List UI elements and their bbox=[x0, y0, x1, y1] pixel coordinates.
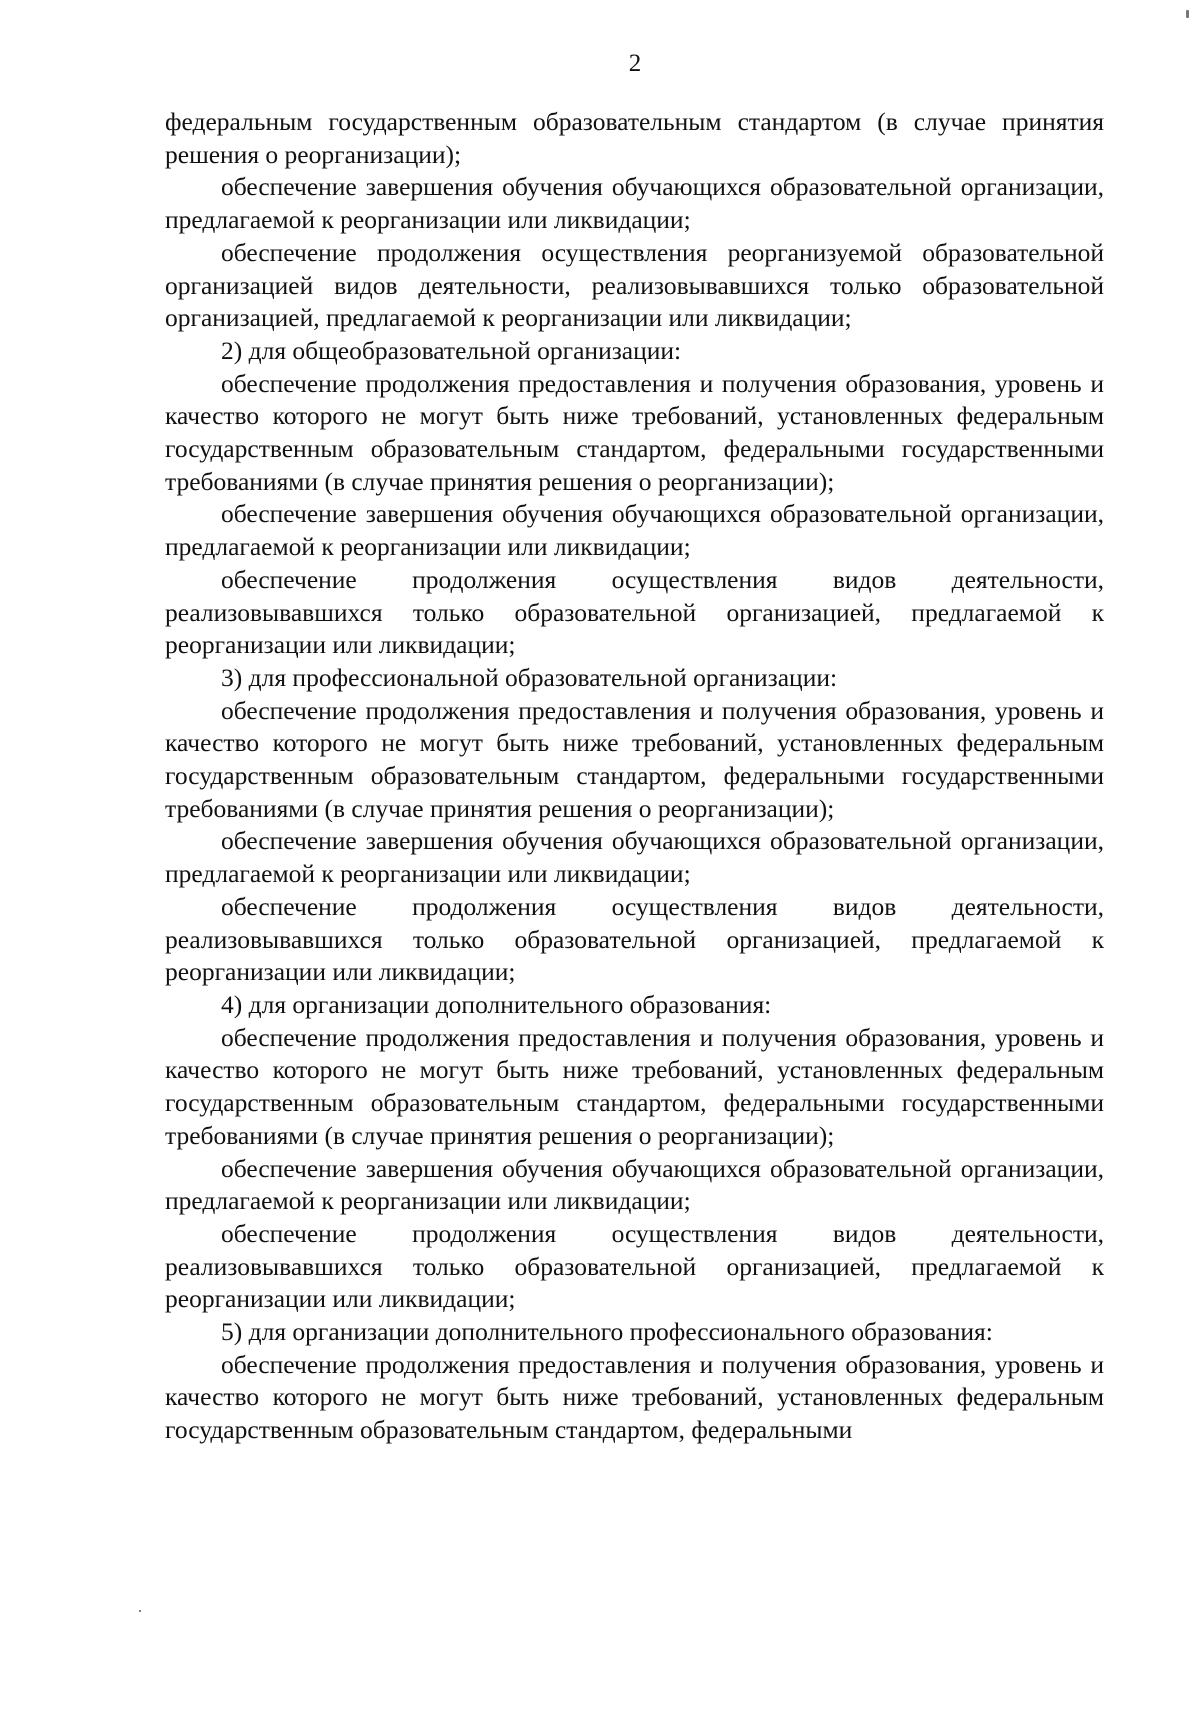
document-body bbox=[165, 106, 1104, 1447]
document-paragraph: обеспечение завершения обучения обучающихся образовательной организации, предлагаемой к реорганизации или ликвидации; bbox=[165, 172, 1104, 235]
document-paragraph: обеспечение завершения обучения обучающихся образовательной организации, предлагаемой к реорганизации или ликвидации; bbox=[165, 826, 1104, 889]
scan-speck bbox=[1186, 10, 1189, 18]
document-paragraph: обеспечение завершения обучения обучающихся образовательной организации, предлагаемой к реорганизации или ликвидации; bbox=[165, 1153, 1104, 1216]
document-paragraph: 5) для организации дополнительного профессионального образования: bbox=[221, 1317, 993, 1347]
document-paragraph: 4) для организации дополнительного образования: bbox=[221, 989, 772, 1019]
document-paragraph: федеральным государственным образовательным стандартом (в случае принятия решения о реорганизации); bbox=[165, 107, 1104, 169]
document-paragraph: обеспечение завершения обучения обучающихся образовательной организации, предлагаемой к реорганизации или ликвидации; bbox=[165, 499, 1104, 562]
document-paragraph: обеспечение продолжения предоставления и получения образования, уровень и качество которого не могут быть ниже требований, установленных федеральным государственным образовательным стандартом, федеральными государственными требованиями (в случае принятия решения о реорганизации); bbox=[165, 1022, 1104, 1150]
document-paragraph: обеспечение продолжения предоставления и получения образования, уровень и качество которого не могут быть ниже требований, установленных федеральным государственным образовательным стандартом, федеральными bbox=[165, 1349, 1104, 1445]
document-paragraph: 3) для профессиональной образовательной организации: bbox=[221, 662, 838, 692]
document-paragraph: обеспечение продолжения предоставления и получения образования, уровень и качество которого не могут быть ниже требований, установленных федеральным государственным образовательным стандартом, федеральными государственными требованиями (в случае принятия решения о реорганизации); bbox=[165, 368, 1104, 496]
document-paragraph: обеспечение продолжения осуществления видов деятельности, реализовывавшихся только образовательной организацией, предлагаемой к реорганизации или ликвидации; bbox=[165, 564, 1104, 660]
document-paragraph: обеспечение продолжения осуществления видов деятельности, реализовывавшихся только образовательной организацией, предлагаемой к реорганизации или ликвидации; bbox=[165, 1218, 1104, 1314]
scan-speck bbox=[139, 1610, 141, 1612]
page-number: 2 bbox=[628, 50, 642, 77]
document-paragraph: обеспечение продолжения предоставления и получения образования, уровень и качество которого не могут быть ниже требований, установленных федеральным государственным образовательным стандартом, федеральными государственными требованиями (в случае принятия решения о реорганизации); bbox=[165, 695, 1104, 823]
document-paragraph: обеспечение продолжения осуществления реорганизуемой образовательной организацией видов деятельности, реализовывавшихся только образовательной организацией, предлагаемой к реорганизации или ликвидации; bbox=[165, 237, 1104, 333]
document-paragraph: 2) для общеобразовательной организации: bbox=[221, 335, 682, 365]
document-paragraph: обеспечение продолжения осуществления видов деятельности, реализовывавшихся только образовательной организацией, предлагаемой к реорганизации или ликвидации; bbox=[165, 891, 1104, 987]
